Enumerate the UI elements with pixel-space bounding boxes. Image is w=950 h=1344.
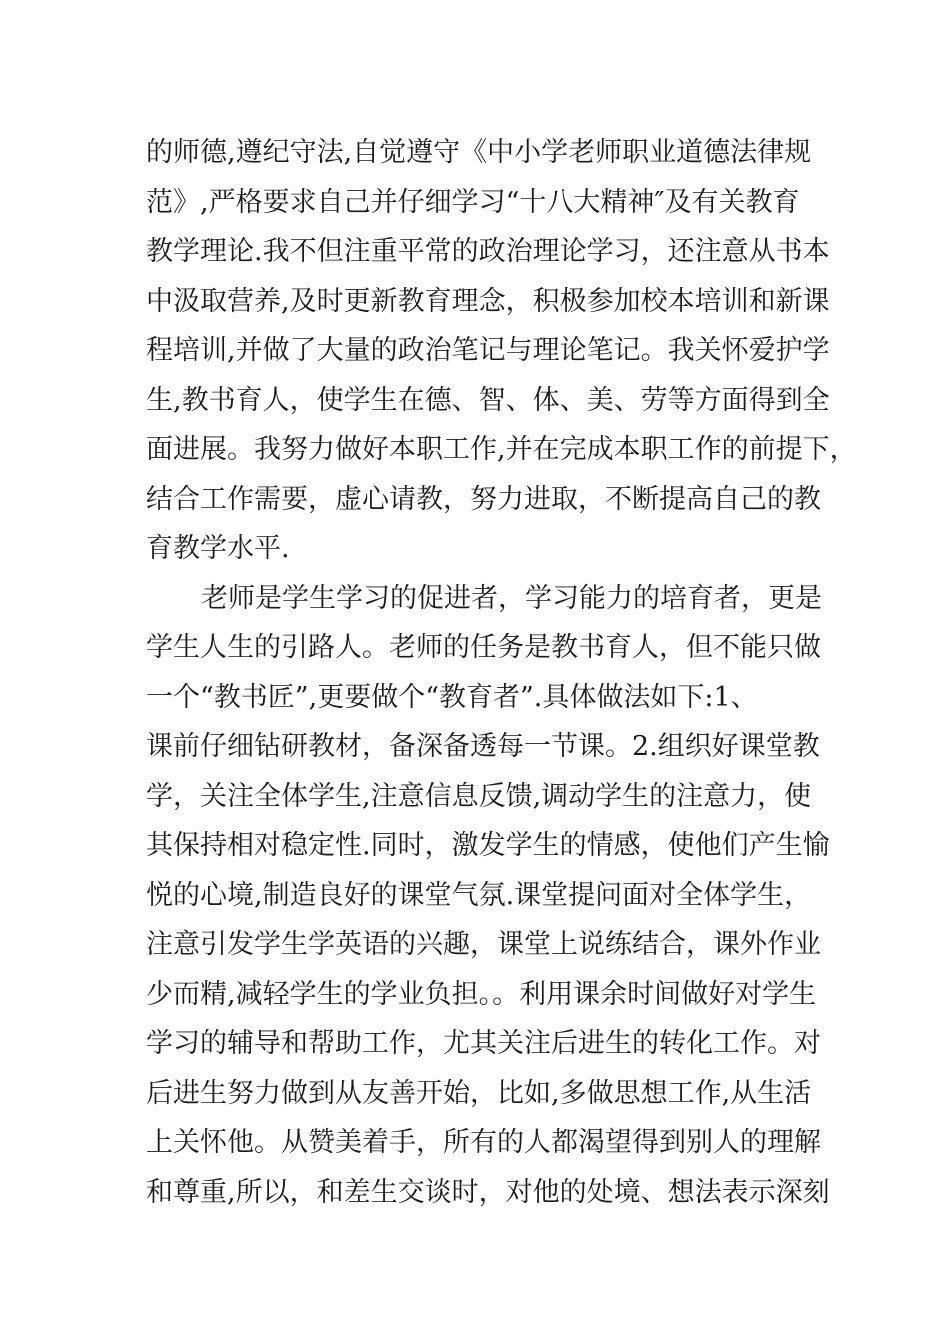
text-line: 生,教书育人，使学生在德、智、体、美、劳等方面得到全 bbox=[146, 384, 830, 416]
text-line: 的师德,遵纪守法,自觉遵守《中小学老师职业道德法律规 bbox=[146, 137, 812, 168]
text-line: 结合工作需要，虚心请教，努力进取，不断提高自己的教 bbox=[146, 483, 821, 515]
text-line: 注意引发学生学英语的兴趣，课堂上说练结合，课外作业 bbox=[146, 929, 821, 960]
text-line: 少而精,减轻学生的学业负担。。利用课余时间做好对学生 bbox=[146, 978, 817, 1010]
text-line: 课前仔细钻研教材，备深备透每一节课。2.组织好课堂教 bbox=[146, 731, 820, 762]
text-line: 一个“教书匠”,更要做个“教育者”.具体做法如下:1、 bbox=[146, 681, 758, 713]
text-line: 上关怀他。从赞美着手，所有的人都渴望得到别人的理解 bbox=[146, 1127, 821, 1158]
text-line: 其保持相对稳定性.同时，激发学生的情感，使他们产生愉 bbox=[146, 830, 830, 861]
text-line: 范》,严格要求自己并仔细学习“十八大精神″及有关教育 bbox=[146, 186, 800, 218]
text-line: 学习的辅导和帮助工作，尤其关注后进生的转化工作。对 bbox=[146, 1028, 821, 1059]
text-line: 程培训,并做了大量的政治笔记与理论笔记。我关怀爱护学 bbox=[146, 335, 830, 366]
text-line: 面进展。我努力做好本职工作,并在完成本职工作的前提下， bbox=[146, 434, 857, 465]
text-line: 育教学水平. bbox=[146, 533, 290, 564]
text-line: 和尊重,所以，和差生交谈时，对他的处境、想法表示深刻 bbox=[146, 1176, 830, 1208]
text-line: 悦的心境,制造良好的课堂气氛.课堂提问面对全体学生， bbox=[146, 879, 812, 911]
text-line: 学生人生的引路人。老师的任务是教书育人，但不能只做 bbox=[146, 632, 821, 663]
text-line: 教学理论.我不但注重平常的政治理论学习，还注意从书本 bbox=[146, 236, 830, 267]
text-line: 中汲取营养,及时更新教育理念，积极参加校本培训和新课 bbox=[146, 285, 830, 317]
paragraph-start-line: 老师是学生学习的促进者，学习能力的培育者，更是 bbox=[201, 582, 822, 614]
body-text bbox=[146, 128, 857, 1217]
text-line: 后进生努力做到从友善开始，比如,多做思想工作,从生活 bbox=[146, 1077, 812, 1109]
text-line: 学，关注全体学生,注意信息反馈,调动学生的注意力，使 bbox=[146, 780, 812, 812]
